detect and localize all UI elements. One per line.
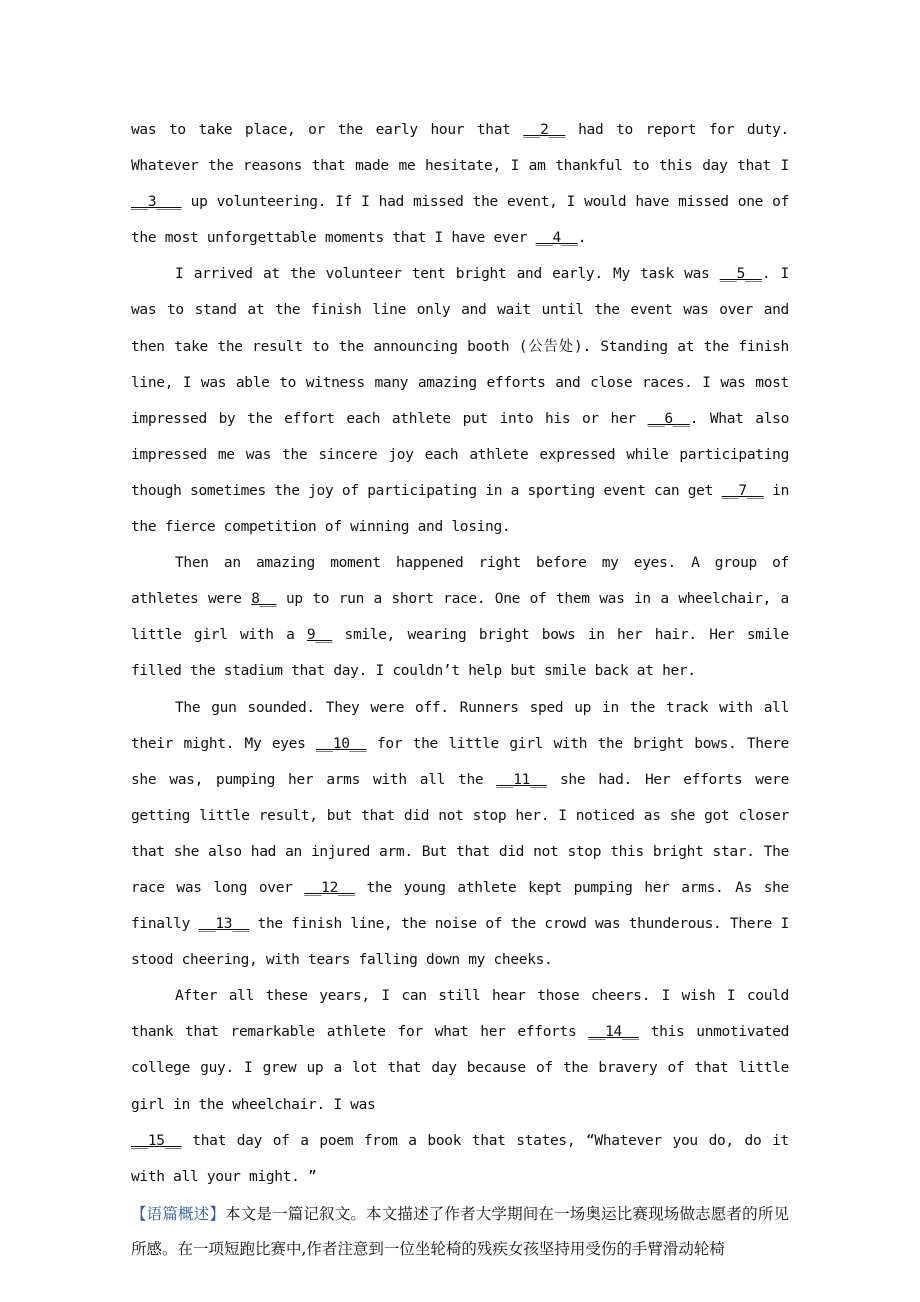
answer-blank: __15__	[131, 1132, 182, 1149]
passage-text: that day of a poem from a book that states, “Whatever you do, do it with all your might. ”	[131, 1132, 789, 1185]
summary-tag: 【语篇概述】	[131, 1204, 226, 1223]
passage-text: . I was to stand at the finish line only and wait until the event was over and then take the result to the announcing booth (公告处). Standing at the finish line, I was able to witness many amazing efforts and close races. I was most impressed by the effort each athlete put into his or her	[131, 266, 789, 427]
passage-paragraph	[131, 1123, 789, 1195]
passage-text: I arrived at the volunteer tent bright and early. My task was	[175, 266, 720, 283]
passage-paragraph	[131, 690, 789, 979]
passage-text: up volunteering. If I had missed the event, I would have missed one of the most unforgettable moments that I have ever	[131, 194, 789, 247]
answer-blank: __5__	[719, 266, 762, 283]
passage-text: The gun sounded. They were off. Runners sped up in the track with all their might. My eyes	[131, 699, 789, 752]
answer-blank: __3___	[131, 194, 182, 211]
passage-text: had to report for duty. Whatever the reasons that made me hesitate, I am thankful to this day that I	[131, 122, 789, 175]
answer-blank: 8__	[251, 591, 277, 608]
passage-text: up to run a short race. One of them was in a wheelchair, a little girl with a	[131, 591, 789, 644]
summary-text: 本文是一篇记叙文。本文描述了作者大学期间在一场奥运比赛现场做志愿者的所见所感。在一项短跑比赛中,作者注意到一位坐轮椅的残疾女孩坚持用受伤的手臂滑动轮椅	[131, 1204, 789, 1258]
passage-paragraph	[131, 256, 789, 545]
passage-text: for the little girl with the bright bows. There she was, pumping her arms with all the	[131, 735, 789, 788]
answer-blank: __14__	[588, 1024, 639, 1041]
cloze-passage	[131, 112, 789, 1267]
passage-text: After all these years, I can still hear those cheers. I wish I could thank that remarkable athlete for what her efforts	[131, 988, 789, 1041]
answer-blank: 9__	[306, 627, 333, 644]
passage-summary	[131, 1197, 789, 1267]
answer-blank: __11__	[496, 771, 547, 788]
answer-blank: __13__	[198, 916, 250, 933]
answer-blank: __2__	[523, 122, 566, 138]
passage-text: the finish line, the noise of the crowd was thunderous. There I stood cheering, with tears falling down my cheeks.	[131, 916, 789, 969]
passage-text: the young athlete kept pumping her arms. As she finally	[131, 879, 789, 933]
passage-text: smile, wearing bright bows in her hair. Her smile filled the stadium that day. I couldn’t help but smile back at her.	[131, 627, 789, 680]
passage-paragraph	[131, 545, 789, 689]
passage-paragraph	[131, 112, 789, 256]
passage-text: this unmotivated college guy. I grew up a lot that day because of the bravery of that little girl in the wheelchair. I was	[131, 1024, 789, 1113]
passage-text: . What also impressed me was the sincere joy each athlete expressed while participating though sometimes the joy of participating in a sporting event can get	[131, 410, 790, 499]
passage-text: Then an amazing moment happened right before my eyes. A group of athletes were	[131, 555, 789, 608]
passage-text: .	[577, 230, 587, 247]
answer-blank: __7__	[721, 482, 764, 499]
answer-blank: __10__	[315, 735, 367, 752]
answer-blank: __4__	[535, 230, 578, 247]
passage-text: was to take place, or the early hour that	[131, 122, 524, 138]
passage-paragraph	[131, 978, 789, 1122]
answer-blank: __12__	[304, 879, 355, 896]
answer-blank: __6__	[647, 410, 690, 427]
passage-text: in the fierce competition of winning and losing.	[131, 482, 789, 536]
passage-text: she had. Her efforts were getting little result, but that did not stop her. I noticed as she got closer that she also had an injured arm. But that did not stop this bright star. The race was long over	[131, 771, 789, 896]
